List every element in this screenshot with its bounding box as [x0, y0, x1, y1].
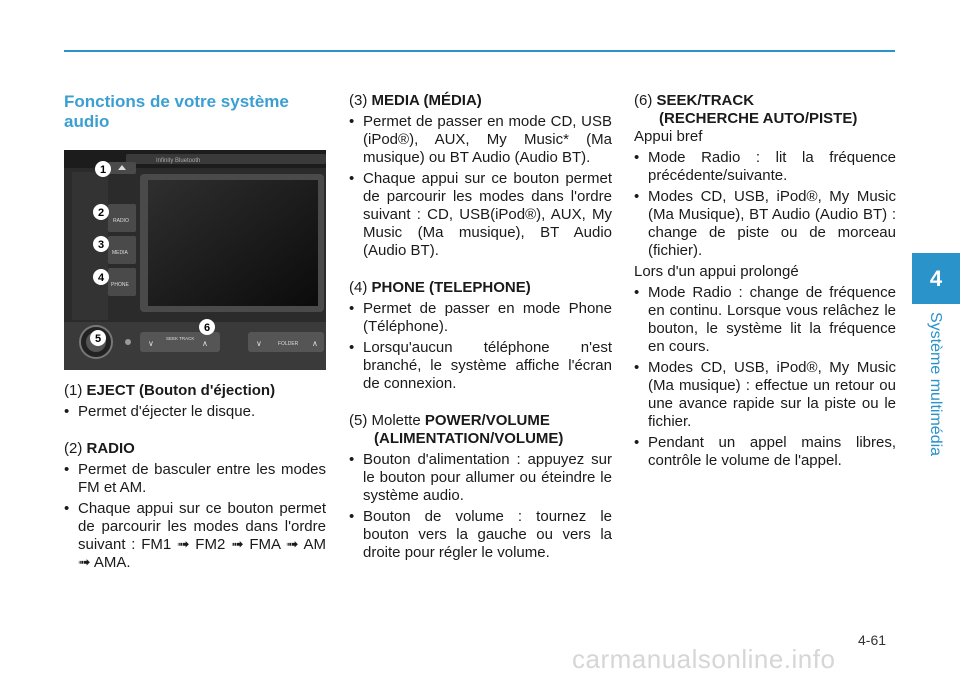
- list-item: • Mode Radio : lit la fréquence précédente/suivante.: [634, 149, 896, 185]
- callout-3: [93, 236, 109, 252]
- brand-label: Infinity Bluetooth: [156, 158, 201, 164]
- list-item: • Permet de passer en mode CD, USB (iPod®), AUX, My Music* (Ma musique) ou BT Audio (Audio BT).: [349, 113, 612, 167]
- seek-track-button: [140, 332, 220, 352]
- chapter-tab: 4: [912, 253, 960, 304]
- svg-text:2: 2: [97, 207, 105, 219]
- svg-text:5: 5: [94, 333, 102, 345]
- short-press-list: [634, 149, 896, 260]
- svg-text:FOLDER: FOLDER: [278, 341, 299, 347]
- eject-list: [64, 403, 326, 421]
- phone-button: [108, 268, 136, 296]
- eject-button: [108, 162, 136, 174]
- svg-text:1: 1: [99, 164, 107, 176]
- callout-6: [199, 319, 215, 335]
- radio-button: [108, 204, 136, 232]
- chapter-title: Système multimédia: [927, 312, 944, 457]
- svg-text:∧: ∧: [202, 339, 208, 348]
- page-number: 4-61: [858, 632, 887, 648]
- callout-1: [95, 161, 111, 177]
- media-list: [349, 113, 612, 260]
- heading-radio: (2) RADIO: [64, 440, 135, 457]
- long-press-list: [634, 284, 896, 470]
- heading-seek-track: (6) SEEK/TRACK (RECHERCHE AUTO/PISTE): [634, 92, 858, 127]
- svg-text:PHONE: PHONE: [111, 282, 129, 288]
- list-item: • Modes CD, USB, iPod®, My Music (Ma Musique), BT Audio (Audio BT) : change de piste ou de morceau (fichier).: [634, 188, 896, 260]
- svg-text:∨: ∨: [148, 339, 154, 348]
- list-item: • Chaque appui sur ce bouton permet de parcourir les modes dans l'ordre suivant : FM1 ➟ FM2 ➟ FMA ➟ AM ➟ AMA.: [64, 500, 326, 572]
- radio-list: [64, 461, 326, 572]
- top-rule: [64, 50, 895, 52]
- column-3: [634, 92, 896, 473]
- callout-2: [93, 204, 109, 220]
- list-item: • Chaque appui sur ce bouton permet de parcourir les modes dans l'ordre suivant : CD, USB(iPod®), AUX, My Music (Ma musique), BT Audio (Audio BT).: [349, 170, 612, 260]
- watermark: carmanualsonline.info: [572, 644, 836, 674]
- folder-button: [248, 332, 324, 352]
- list-item: • Bouton de volume : tournez le bouton vers la gauche ou vers la droite pour régler le volume.: [349, 508, 612, 562]
- long-press-label: Lors d'un appui prolongé: [634, 263, 799, 280]
- svg-text:4: 4: [97, 272, 105, 284]
- list-item: • Mode Radio : change de fréquence en continu. Lorsque vous relâchez le bouton, le système lit la fréquence en cours.: [634, 284, 896, 356]
- list-item: • Permet de basculer entre les modes FM et AM.: [64, 461, 326, 497]
- heading-media: (3) MEDIA (MÉDIA): [349, 92, 482, 109]
- section-title: Fonctions de votre système audio: [64, 92, 289, 131]
- list-item: • Permet de passer en mode Phone (Téléphone).: [349, 300, 612, 336]
- power-volume-list: [349, 451, 612, 562]
- list-item: • Pendant un appel mains libres, contrôle le volume de l'appel.: [634, 434, 896, 470]
- audio-unit-figure: [64, 150, 326, 370]
- list-item: • Modes CD, USB, iPod®, My Music (Ma musique) : effectue un retour ou une avance rapide sur la piste ou le fichier.: [634, 359, 896, 431]
- column-2: [349, 92, 612, 565]
- svg-text:MEDIA: MEDIA: [112, 250, 128, 256]
- svg-text:RADIO: RADIO: [113, 218, 129, 224]
- list-item: • Bouton d'alimentation : appuyez sur le bouton pour allumer ou éteindre le système audio.: [349, 451, 612, 505]
- short-press-label: Appui bref: [634, 128, 703, 145]
- callout-5: [90, 330, 106, 346]
- callout-4: [93, 269, 109, 285]
- phone-list: [349, 300, 612, 393]
- column-1: [64, 92, 326, 575]
- heading-eject: (1) EJECT (Bouton d'éjection): [64, 382, 276, 399]
- svg-text:SEEK TRACK: SEEK TRACK: [166, 336, 195, 341]
- media-button: [108, 236, 136, 264]
- svg-text:∨: ∨: [256, 339, 262, 348]
- heading-phone: (4) PHONE (TELEPHONE): [349, 279, 531, 296]
- list-item: • Permet d'éjecter le disque.: [64, 403, 326, 421]
- svg-text:∧: ∧: [312, 339, 318, 348]
- list-item: • Lorsqu'aucun téléphone n'est branché, le système affiche l'écran de connexion.: [349, 339, 612, 393]
- svg-text:3: 3: [97, 239, 105, 251]
- svg-text:6: 6: [203, 322, 211, 334]
- heading-power-volume: (5) Molette POWER/VOLUME (ALIMENTATION/VOLUME): [349, 412, 564, 447]
